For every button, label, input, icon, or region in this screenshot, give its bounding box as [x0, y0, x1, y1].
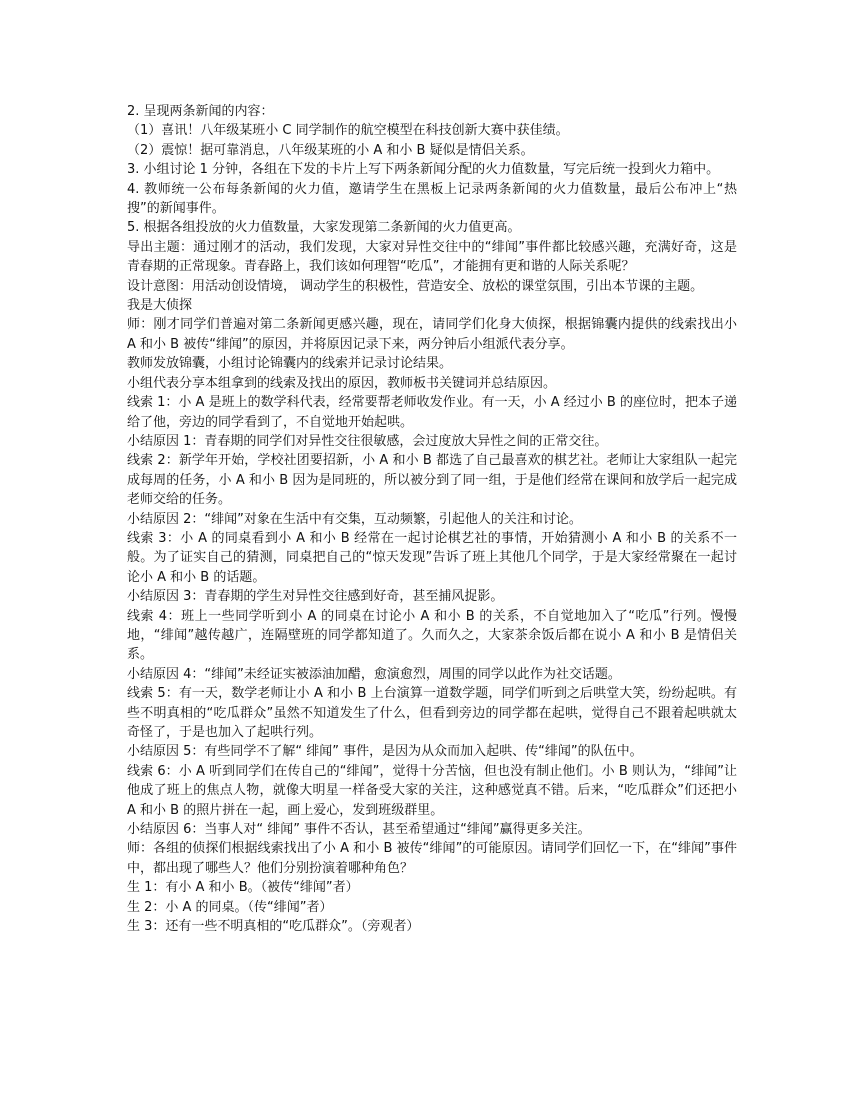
- news-item-2: （2）震惊！据可靠消息，八年级某班的小 A 和小 B 疑似是情侣关系。: [127, 142, 534, 158]
- clue-4: 线索 4：班上一些同学听到小 A 的同桌在讨论小 A 和小 B 的关系，不自觉地加入了“吃瓜”行列。慢慢地，“绯闻”越传越广，连隔壁班的同学都知道了。久而久之，大家茶余饭后都在说小 A 和小 B 是情侣关系。: [127, 608, 737, 663]
- group-sharing: 小组代表分享本组拿到的线索及找出的原因，教师板书关键词并总结原因。: [127, 375, 557, 391]
- section-title: 我是大侦探: [127, 298, 193, 314]
- reason-5: 小结原因 5：有些同学不了解“ 绯闻” 事件，是因为从众而加入起哄、传“绯闻”的队伍中。: [127, 744, 643, 760]
- student-answer-3: 生 3：还有一些不明真相的“吃瓜群众”。（旁观者）: [127, 919, 420, 935]
- step-5: 5. 根据各组投放的火力值数量，大家发现第二条新闻的火力值更高。: [127, 220, 521, 236]
- step-3: 3. 小组讨论 1 分钟，各组在下发的卡片上写下两条新闻分配的火力值数量，写完后统一投到火力箱中。: [127, 162, 720, 178]
- teacher-action: 教师发放锦囊，小组讨论锦囊内的线索并记录讨论结果。: [127, 356, 453, 372]
- student-answer-1: 生 1：有小 A 和小 B。（被传“绯闻”者）: [127, 880, 359, 896]
- step-2-heading: 2. 呈现两条新闻的内容：: [127, 104, 274, 119]
- clue-2: 线索 2：新学年开始，学校社团要招新，小 A 和小 B 都选了自己最喜欢的棋艺社。老师让大家组队一起完成每周的任务，小 A 和小 B 因为是同班的，所以被分到了同一组，于是他们经常在课间和放学后一起完成老师交给的任务。: [127, 453, 737, 508]
- step-4: 4. 教师统一公布每条新闻的火力值，邀请学生在黑板上记录两条新闻的火力值数量，最后公布冲上“热搜”的新闻事件。: [127, 181, 737, 217]
- document-page: [127, 102, 737, 936]
- student-answer-2: 生 2：小 A 的同桌。（传“绯闻”者）: [127, 899, 333, 915]
- teacher-question: 师：各组的侦探们根据线索找出了小 A 和小 B 被传“绯闻”的可能原因。请同学们回忆一下，在“绯闻”事件中，都出现了哪些人？他们分别扮演着哪种角色？: [127, 841, 737, 876]
- reason-4: 小结原因 4：“绯闻”未经证实被添油加醋，愈演愈烈，周围的同学以此作为社交话题。: [127, 666, 621, 682]
- clue-6: 线索 6：小 A 听到同学们在传自己的“绯闻”，觉得十分苦恼，但也没有制止他们。小 B 则认为，“绯闻”让他成了班上的焦点人物，就像大明星一样备受大家的关注，这种感觉真不错。后来，“吃瓜群众”们还把小 A 和小 B 的照片拼在一起，画上爱心，发到班级群里。: [127, 763, 737, 818]
- clue-1: 线索 1：小 A 是班上的数学科代表，经常要帮老师收发作业。有一天，小 A 经过小 B 的座位时，把本子递给了他，旁边的同学看到了，不自觉地开始起哄。: [127, 395, 737, 430]
- reason-2: 小结原因 2：“绯闻”对象在生活中有交集，互动频繁，引起他人的关注和讨论。: [127, 511, 582, 527]
- teacher-instruction: 师：刚才同学们普遍对第二条新闻更感兴趣，现在，请同学们化身大侦探，根据锦囊内提供的线索找出小 A 和小 B 被传“绯闻”的原因，并将原因记录下来，两分钟后小组派代表分享。: [127, 317, 737, 352]
- reason-3: 小结原因 3：青春期的学生对异性交往感到好奇，甚至捕风捉影。: [127, 589, 504, 605]
- clue-3: 线索 3：小 A 的同桌看到小 A 和小 B 经常在一起讨论棋艺社的事情，开始猜测小 A 和小 B 的关系不一般。为了证实自己的猜测，同桌把自己的“惊天发现”告诉了班上其他几个同学，于是大家经常聚在一起讨论小 A 和小 B 的话题。: [127, 530, 737, 585]
- reason-6: 小结原因 6：当事人对“ 绯闻” 事件不否认，甚至希望通过“绯闻”赢得更多关注。: [127, 822, 591, 838]
- news-item-1: （1）喜讯！八年级某班小 C 同学制作的航空模型在科技创新大赛中获佳绩。: [127, 123, 569, 139]
- design-intent: 设计意图：用活动创设情境， 调动学生的积极性，营造安全、放松的课堂氛围，引出本节课的主题。: [127, 278, 704, 294]
- topic-introduction: 导出主题：通过刚才的活动，我们发现，大家对异性交往中的“绯闻”事件都比较感兴趣，充满好奇，这是青春期的正常现象。青春路上，我们该如何理智“吃瓜”，才能拥有更和谐的人际关系呢？: [127, 239, 737, 275]
- clue-5: 线索 5：有一天，数学老师让小 A 和小 B 上台演算一道数学题，同学们听到之后哄堂大笑，纷纷起哄。有些不明真相的“吃瓜群众”虽然不知道发生了什么，但看到旁边的同学都在起哄，觉得自己不跟着起哄就太奇怪了，于是也加入了起哄行列。: [127, 686, 737, 740]
- reason-1: 小结原因 1：青春期的同学们对异性交往很敏感，会过度放大异性之间的正常交往。: [127, 433, 608, 449]
